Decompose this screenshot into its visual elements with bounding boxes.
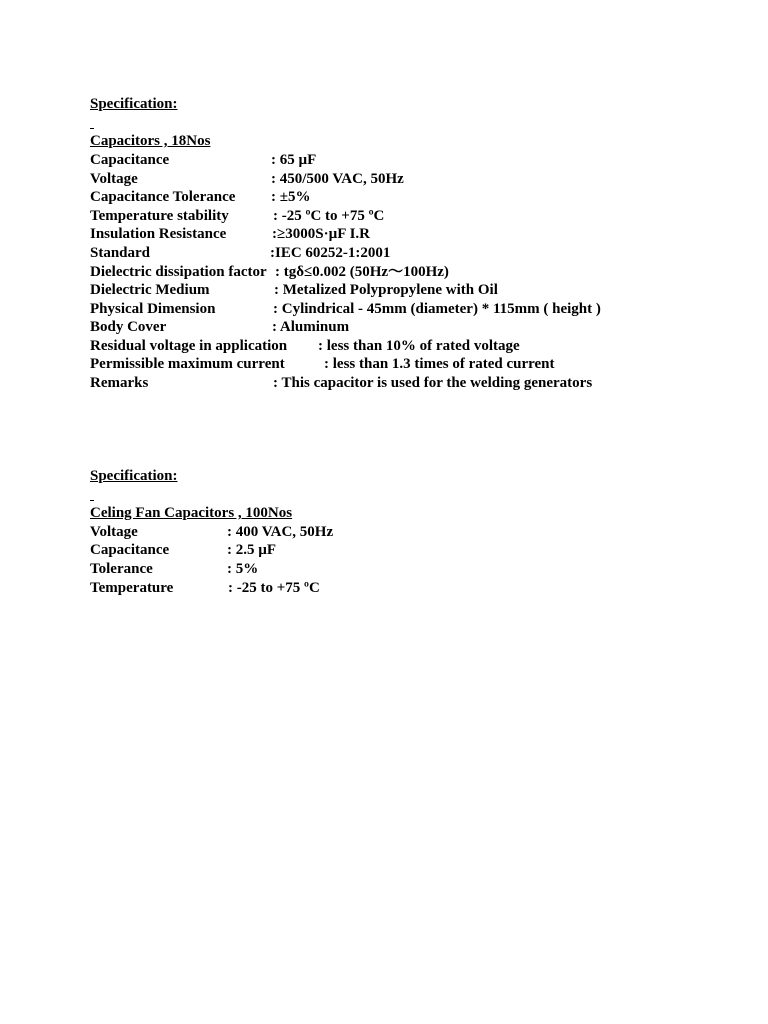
spec-label: Capacitance	[90, 542, 170, 558]
spec-label: Body Cover	[90, 319, 167, 335]
spec-label: Temperature stability	[90, 208, 229, 224]
spec-label: Tolerance	[90, 561, 153, 577]
spec-value: : Cylindrical - 45mm (diameter) * 115mm ( height )	[273, 301, 601, 317]
spec-value: : Aluminum	[272, 319, 350, 335]
spec-value: : tgδ≤0.002 (50Hz～100Hz)	[275, 264, 449, 280]
spec-value: : 65 µF	[271, 152, 317, 168]
section-2-blank-underline	[90, 500, 94, 501]
spec-label: Voltage	[90, 171, 138, 187]
section-2-heading: Specification:	[90, 468, 178, 484]
section-1-blank-underline	[90, 128, 94, 129]
spec-value: :≥3000S·µF I.R	[272, 226, 370, 242]
spec-label: Capacitance Tolerance	[90, 189, 236, 205]
spec-value: : ±5%	[271, 189, 311, 205]
spec-label: Standard	[90, 245, 151, 261]
spec-value: : 2.5 µF	[227, 542, 277, 558]
spec-label: Residual voltage in application	[90, 338, 288, 354]
spec-value: : -25 to +75 ºC	[228, 580, 320, 596]
spec-value: : less than 1.3 times of rated current	[324, 356, 555, 372]
spec-label: Capacitance	[90, 152, 170, 168]
spec-label: Dielectric Medium	[90, 282, 210, 298]
spec-value: : 450/500 VAC, 50Hz	[271, 171, 404, 187]
spec-label: Voltage	[90, 524, 138, 540]
spec-label: Dielectric dissipation factor	[90, 264, 267, 280]
spec-label: Physical Dimension	[90, 301, 216, 317]
spec-value: : less than 10% of rated voltage	[318, 338, 520, 354]
spec-value: : 5%	[227, 561, 259, 577]
section-1-heading: Specification:	[90, 96, 178, 112]
spec-value: : -25 ºC to +75 ºC	[273, 208, 385, 224]
spec-label: Insulation Resistance	[90, 226, 227, 242]
section-2-title: Celing Fan Capacitors , 100Nos	[90, 505, 293, 521]
spec-label: Remarks	[90, 375, 149, 391]
spec-label: Permissible maximum current	[90, 356, 285, 372]
section-1-title: Capacitors , 18Nos	[90, 133, 211, 149]
spec-value: : 400 VAC, 50Hz	[227, 524, 334, 540]
spec-label: Temperature	[90, 580, 174, 596]
spec-value: :IEC 60252-1:2001	[270, 245, 391, 261]
spec-value: : This capacitor is used for the welding generators	[273, 375, 593, 391]
spec-value: : Metalized Polypropylene with Oil	[274, 282, 498, 298]
